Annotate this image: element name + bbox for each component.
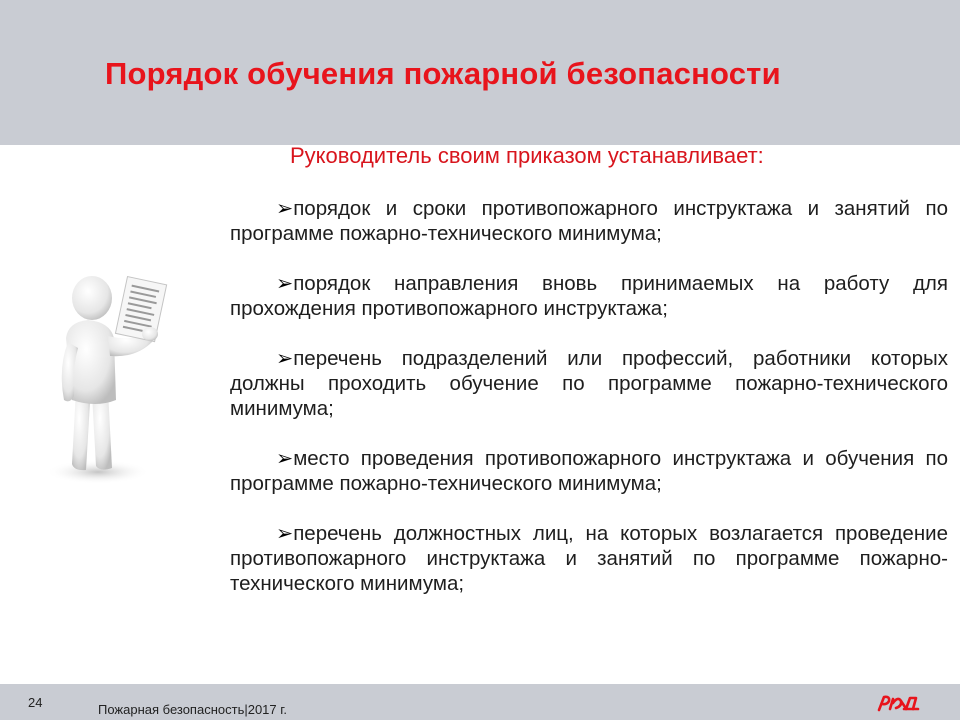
person-reading-document-icon xyxy=(36,272,186,492)
footer-text: Пожарная безопасность|2017 г. xyxy=(98,702,288,717)
list-item-text: место проведения противопожарного инструктажа и обучения по программе пожарно-технического минимума; xyxy=(230,447,948,495)
list-item xyxy=(230,271,948,321)
list-item-text: перечень подразделений или профессий, работники которых должны проходить обучение по программе пожарно-технического минимума; xyxy=(230,347,948,420)
page-number: 24 xyxy=(28,695,43,710)
bullet-arrow-icon: ➢ xyxy=(276,347,294,370)
list-item xyxy=(230,196,948,246)
bullet-arrow-icon: ➢ xyxy=(276,447,294,470)
list-item xyxy=(230,521,948,596)
list-item xyxy=(230,346,948,421)
list-item-text: порядок направления вновь принимаемых на работу для прохождения противопожарного инструктажа; xyxy=(230,272,948,320)
bullet-arrow-icon: ➢ xyxy=(276,197,294,220)
requirements-list xyxy=(230,196,948,621)
list-item-text: перечень должностных лиц, на которых возлагается проведение противопожарного инструктажа и занятий по программе пожарно-технического минимума; xyxy=(230,522,948,595)
bullet-arrow-icon: ➢ xyxy=(276,272,294,295)
list-item xyxy=(230,446,948,496)
slide-subtitle: Руководитель своим приказом устанавливает: xyxy=(290,143,764,168)
bullet-arrow-icon: ➢ xyxy=(276,522,294,545)
rzd-logo-icon xyxy=(876,691,922,715)
list-item-text: порядок и сроки противопожарного инструктажа и занятий по программе пожарно-технического минимума; xyxy=(230,197,948,245)
slide-title: Порядок обучения пожарной безопасности xyxy=(105,56,781,91)
